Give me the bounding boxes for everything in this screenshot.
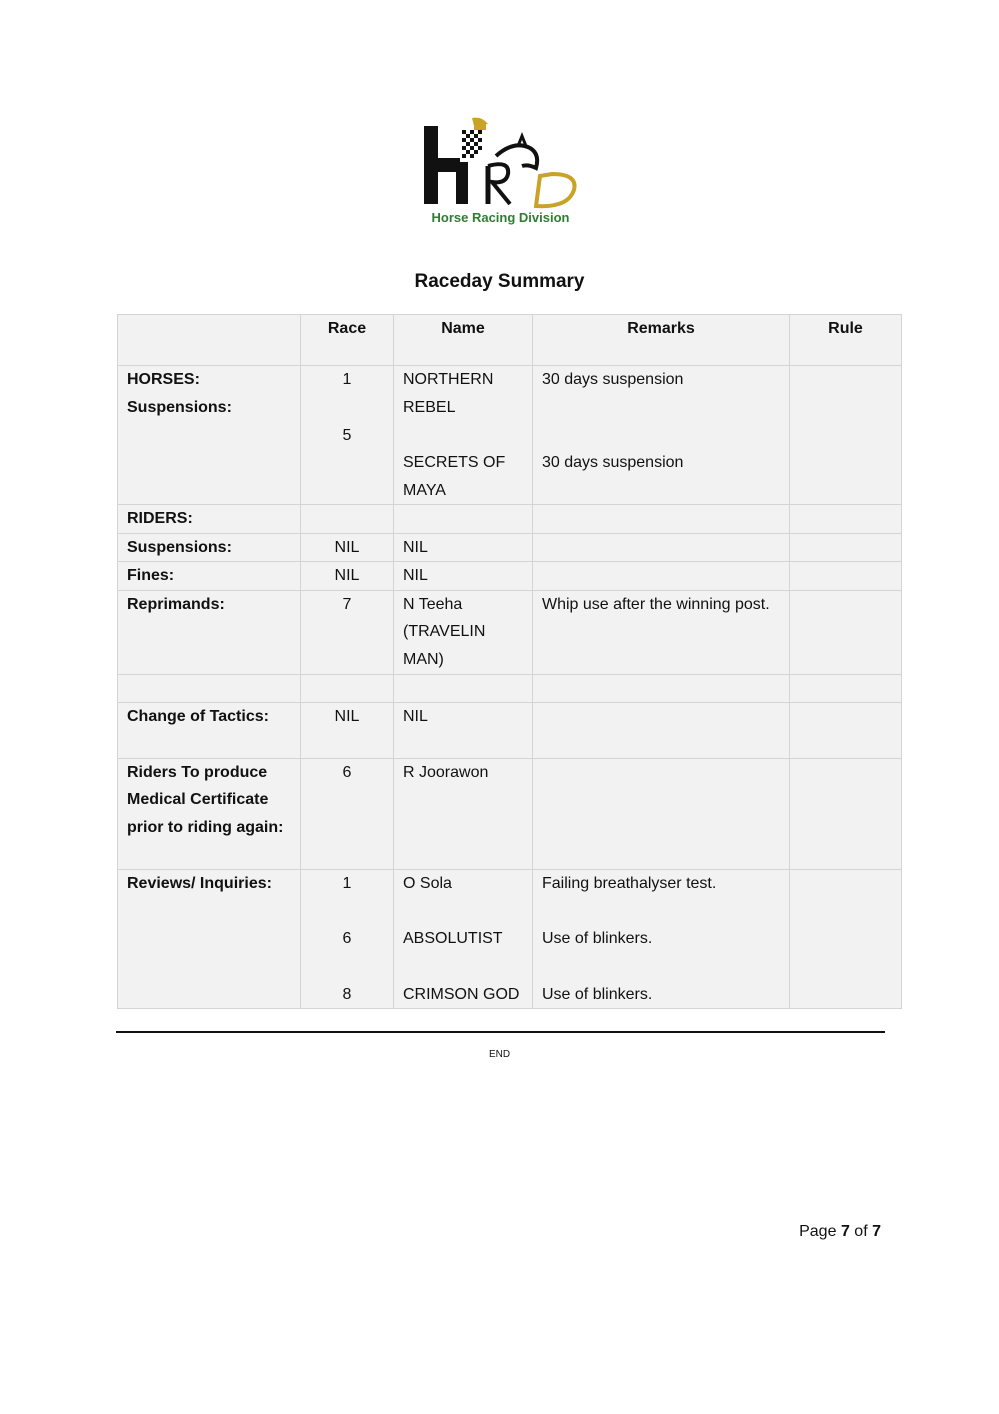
race-cell: NIL	[301, 702, 394, 758]
row-label: Change of Tactics:	[118, 702, 301, 758]
name-cell: O Sola ABSOLUTIST CRIMSON GOD	[394, 869, 533, 1009]
table-row-spacer	[118, 674, 902, 702]
row-label: RIDERS:	[118, 505, 301, 534]
race-cell: NIL	[301, 562, 394, 591]
table-row-reviews	[118, 869, 902, 1009]
name-cell: NORTHERN REBEL SECRETS OF MAYA	[394, 366, 533, 505]
page-number: Page 7 of 7	[799, 1223, 881, 1240]
header-race: Race	[301, 315, 394, 366]
header-category	[118, 315, 301, 366]
race-cell: 1 6 8	[301, 869, 394, 1009]
row-label: Suspensions:	[118, 533, 301, 562]
table-header-row	[118, 315, 902, 366]
header-rule: Rule	[790, 315, 902, 366]
row-label: Fines:	[118, 562, 301, 591]
rule-cell	[790, 366, 902, 505]
race-cell: 1 5	[301, 366, 394, 505]
logo-graphic	[418, 116, 583, 211]
table-row-medical-certificate	[118, 758, 902, 869]
raceday-summary-table	[117, 314, 902, 1009]
table-row-rider-suspensions	[118, 533, 902, 562]
race-cell: 6	[301, 758, 394, 869]
name-cell: NIL	[394, 533, 533, 562]
remarks-cell: Whip use after the winning post.	[533, 590, 790, 674]
page-title: Raceday Summary	[414, 271, 585, 292]
race-cell: NIL	[301, 533, 394, 562]
logo-caption: Horse Racing Division	[431, 210, 570, 225]
hrd-logo	[418, 116, 583, 234]
race-cell: 7	[301, 590, 394, 674]
remarks-cell: Failing breathalyser test. Use of blinkers. Use of blinkers.	[533, 869, 790, 1009]
row-label: HORSES: Suspensions:	[118, 366, 301, 505]
remarks-cell: 30 days suspension 30 days suspension	[533, 366, 790, 505]
horizontal-divider	[116, 1031, 885, 1033]
table-row-reprimands	[118, 590, 902, 674]
row-label: Reprimands:	[118, 590, 301, 674]
end-marker: END	[488, 1049, 511, 1060]
table-row-fines	[118, 562, 902, 591]
row-label: Reviews/ Inquiries:	[118, 869, 301, 1009]
name-cell: N Teeha (TRAVELIN MAN)	[394, 590, 533, 674]
header-remarks: Remarks	[533, 315, 790, 366]
name-cell: R Joorawon	[394, 758, 533, 869]
table-row-riders	[118, 505, 902, 534]
row-label: Riders To produce Medical Certificate prior to riding again:	[118, 758, 301, 869]
table-row-horse-suspensions	[118, 366, 902, 505]
table-row-change-of-tactics	[118, 702, 902, 758]
name-cell: NIL	[394, 562, 533, 591]
name-cell: NIL	[394, 702, 533, 758]
header-name: Name	[394, 315, 533, 366]
